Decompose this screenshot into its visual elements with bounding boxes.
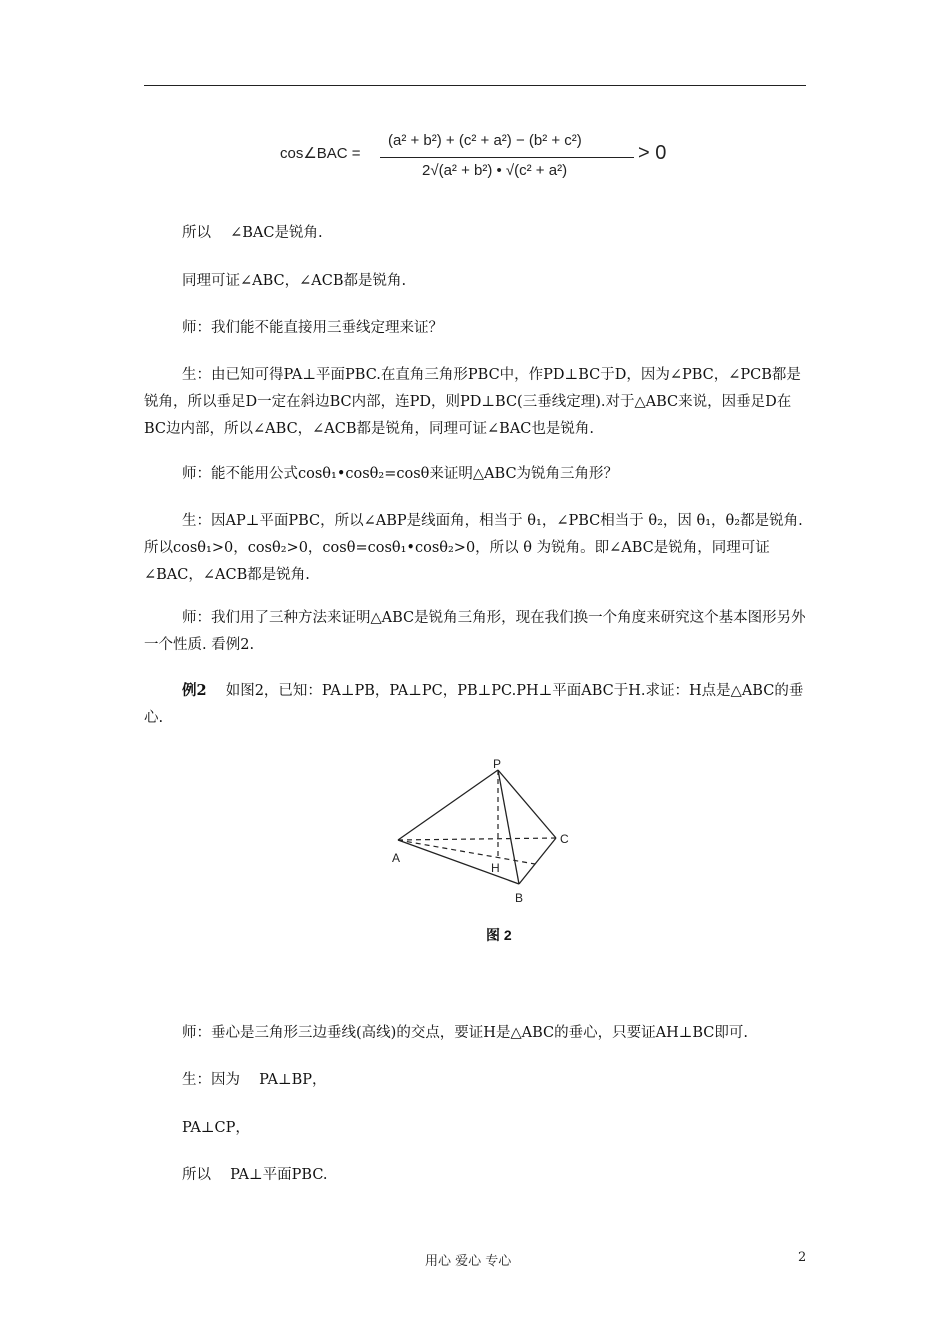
- paragraph: 师：我们用了三种方法来证明△ABC是锐角三角形，现在我们换一个角度来研究这个基本图形另外一个性质. 看例2.: [144, 610, 806, 653]
- example-text: 如图2，已知：PA⊥PB，PA⊥PC，PB⊥PC.PH⊥平面ABC于H.求证：H点是△ABC的垂心.: [144, 683, 804, 726]
- edge-pa: [398, 770, 498, 840]
- formula-denominator: 2√(a² + b²) • √(c² + a²): [422, 162, 568, 179]
- paragraph: PA⊥CP，: [182, 1120, 250, 1136]
- paragraph: 同理可证∠ABC，∠ACB都是锐角.: [182, 273, 407, 289]
- label-a: A: [392, 851, 401, 865]
- edge-ac-hidden: [398, 838, 556, 840]
- edge-ab: [398, 840, 519, 884]
- example-paragraph: [144, 677, 809, 732]
- edge-bc: [519, 838, 556, 884]
- edge-pb: [498, 770, 519, 884]
- tetrahedron-diagram: [385, 758, 575, 908]
- paragraph: 生：因为 PA⊥BP，: [182, 1072, 327, 1088]
- paragraph: 师：我们能不能直接用三垂线定理来证？: [182, 320, 443, 336]
- paragraph: 师：能不能用公式cosθ₁•cosθ₂=cosθ来证明△ABC为锐角三角形？: [182, 466, 619, 482]
- formula-rhs: > 0: [638, 142, 667, 164]
- figure-caption: 图 2: [486, 927, 512, 943]
- label-c: C: [560, 832, 569, 846]
- label-p: P: [493, 757, 502, 771]
- footer-motto: 用心 爱心 专心: [425, 1254, 512, 1269]
- page-number: 2: [798, 1250, 807, 1265]
- label-b: B: [515, 891, 524, 905]
- label-h: H: [491, 861, 500, 875]
- header-rule: [144, 85, 806, 86]
- formula-lhs: cos∠BAC =: [280, 145, 361, 162]
- paragraph: 师：垂心是三角形三边垂线(高线)的交点，要证H是△ABC的垂心，只要证AH⊥BC即可.: [182, 1025, 748, 1041]
- paragraph: 生：由已知可得PA⊥平面PBC.在直角三角形PBC中，作PD⊥BC于D，因为∠PBC，∠PCB都是锐角，所以垂足D一定在斜边BC内部，连PD，则PD⊥BC(三垂线定理).对于△ABC来说，因垂足D在BC边内部，所以∠ABC，∠ACB都是锐角，同理可证∠BAC也是锐角.: [144, 367, 801, 437]
- formula-numerator: (a² + b²) + (c² + a²) − (b² + c²): [388, 132, 582, 149]
- example-label: 例2: [182, 682, 207, 699]
- line-ah: [398, 840, 535, 864]
- fraction-bar: [380, 157, 634, 158]
- cosine-formula: [280, 130, 680, 186]
- edge-pc: [498, 770, 556, 838]
- paragraph: 生：因AP⊥平面PBC，所以∠ABP是线面角，相当于 θ₁，∠PBC相当于 θ₂，因 θ₁，θ₂都是锐角.所以cosθ₁>0，cosθ₂>0，cosθ=cosθ₁•cosθ₂>0，所以 θ 为锐角。即∠ABC是锐角，同理可证∠BAC，∠ACB都是锐角.: [144, 513, 803, 583]
- paragraph: 所以 PA⊥平面PBC.: [182, 1167, 328, 1183]
- figure-2-tetrahedron: [385, 758, 575, 908]
- paragraph: 所以 ∠BAC是锐角.: [182, 225, 323, 241]
